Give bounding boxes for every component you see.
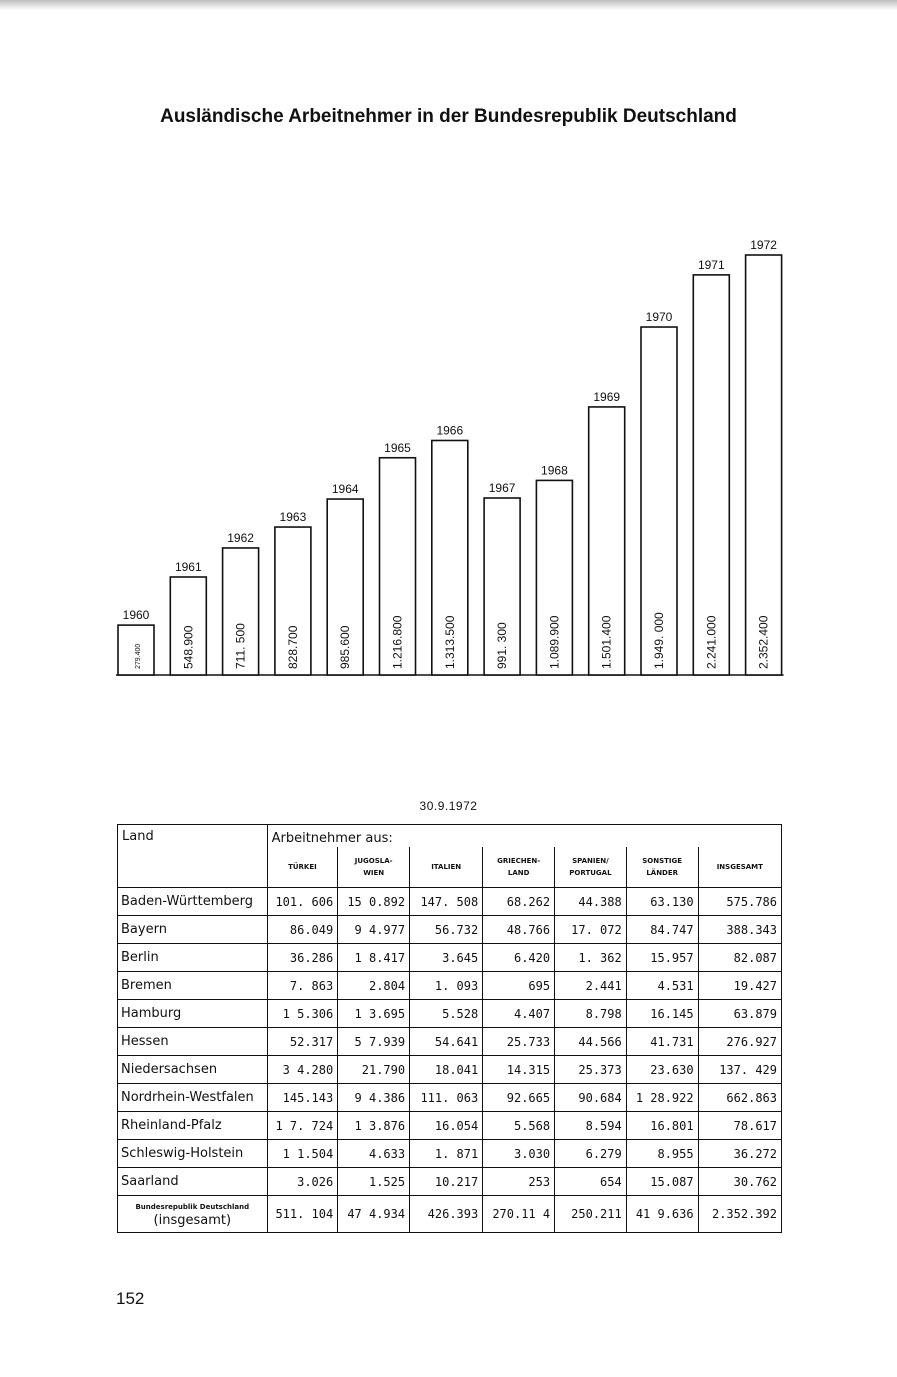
land-name: Saarland — [118, 1168, 268, 1196]
total-label-big: (insgesamt) — [153, 1213, 232, 1228]
header-row — [118, 825, 782, 848]
column-header: JUGOSLA- WIEN — [338, 847, 410, 888]
workers-table — [117, 824, 782, 1233]
total-value-cell: 511. 104 — [267, 1196, 338, 1233]
value-cell: 17. 072 — [555, 916, 627, 944]
value-label-1972: 2.352.400 — [756, 615, 771, 669]
value-cell: 15 0.892 — [338, 888, 410, 916]
value-cell: 1.525 — [338, 1168, 410, 1196]
value-cell: 388.343 — [698, 916, 781, 944]
value-cell: 147. 508 — [410, 888, 483, 916]
year-label-1963: 1963 — [279, 510, 307, 525]
value-cell: 30.762 — [698, 1168, 781, 1196]
group-header: Arbeitnehmer aus: — [267, 825, 781, 848]
value-cell: 137. 429 — [698, 1056, 781, 1084]
column-header: TÜRKEI — [267, 847, 338, 888]
table-row — [118, 1000, 782, 1028]
value-cell: 68.262 — [483, 888, 555, 916]
total-value-cell: 41 9.636 — [626, 1196, 698, 1233]
page-title: Ausländische Arbeitnehmer in der Bundesrepublik Deutschland — [160, 106, 737, 127]
table-row — [118, 972, 782, 1000]
value-label-1962: 711. 500 — [233, 623, 248, 669]
year-label-1971: 1971 — [697, 257, 725, 272]
table-row — [118, 1168, 782, 1196]
year-label-1967: 1967 — [488, 481, 516, 496]
value-cell: 3.026 — [267, 1168, 338, 1196]
land-name: Hessen — [118, 1028, 268, 1056]
value-label-1966: 1.313.500 — [442, 615, 457, 669]
value-cell: 2.441 — [555, 972, 627, 1000]
year-label-1966: 1966 — [436, 423, 464, 438]
value-cell: 44.566 — [555, 1028, 627, 1056]
value-cell: 1. 362 — [555, 944, 627, 972]
column-header: GRIECHEN- LAND — [483, 847, 555, 888]
value-cell: 19.427 — [698, 972, 781, 1000]
value-label-1969: 1.501.400 — [599, 615, 614, 669]
value-cell: 4.531 — [626, 972, 698, 1000]
value-cell: 86.049 — [267, 916, 338, 944]
column-header: INSGESAMT — [698, 847, 781, 888]
year-label-1960: 1960 — [122, 608, 150, 623]
year-label-1965: 1965 — [384, 440, 411, 455]
value-cell: 3.030 — [483, 1140, 555, 1168]
land-name: Hamburg — [118, 1000, 268, 1028]
value-cell: 8.955 — [626, 1140, 698, 1168]
value-cell: 36.272 — [698, 1140, 781, 1168]
total-value-cell: 270.11 4 — [483, 1196, 555, 1233]
value-cell: 18.041 — [410, 1056, 483, 1084]
value-cell: 1 8.417 — [338, 944, 410, 972]
value-cell: 662.863 — [698, 1084, 781, 1112]
total-label-small: Bundesrepublik Deutschland — [135, 1203, 250, 1211]
land-name: Schleswig-Holstein — [118, 1140, 268, 1168]
value-cell: 4.633 — [338, 1140, 410, 1168]
total-label — [118, 1196, 268, 1233]
value-label-1964: 985.600 — [338, 625, 353, 669]
value-cell: 16.054 — [410, 1112, 483, 1140]
value-cell: 9 4.977 — [338, 916, 410, 944]
value-cell: 6.420 — [483, 944, 555, 972]
value-label-1960: 279.400 — [135, 643, 142, 669]
value-cell: 253 — [483, 1168, 555, 1196]
table-row — [118, 944, 782, 972]
year-label-1972: 1972 — [750, 238, 777, 252]
land-name: Nordrhein-Westfalen — [118, 1084, 268, 1112]
land-name: Baden-Württemberg — [118, 888, 268, 916]
value-cell: 92.665 — [483, 1084, 555, 1112]
value-cell: 25.733 — [483, 1028, 555, 1056]
value-cell: 8.594 — [555, 1112, 627, 1140]
value-cell: 1 3.876 — [338, 1112, 410, 1140]
value-cell: 695 — [483, 972, 555, 1000]
value-cell: 23.630 — [626, 1056, 698, 1084]
value-cell: 575.786 — [698, 888, 781, 916]
bar-1972 — [746, 255, 782, 675]
value-cell: 4.407 — [483, 1000, 555, 1028]
value-cell: 9 4.386 — [338, 1084, 410, 1112]
table-row — [118, 1028, 782, 1056]
value-cell: 1. 093 — [410, 972, 483, 1000]
value-cell: 48.766 — [483, 916, 555, 944]
land-header: Land — [118, 825, 268, 888]
value-label-1967: 991. 300 — [495, 622, 510, 669]
table-row — [118, 1084, 782, 1112]
value-cell: 10.217 — [410, 1168, 483, 1196]
value-cell: 1 3.695 — [338, 1000, 410, 1028]
year-label-1970: 1970 — [645, 310, 673, 325]
value-cell: 15.957 — [626, 944, 698, 972]
value-cell: 5.568 — [483, 1112, 555, 1140]
value-cell: 6.279 — [555, 1140, 627, 1168]
value-cell: 2.804 — [338, 972, 410, 1000]
table-date: 30.9.1972 — [419, 799, 478, 813]
value-label-1971: 2.241.000 — [704, 615, 719, 669]
land-name: Bayern — [118, 916, 268, 944]
value-cell: 63.879 — [698, 1000, 781, 1028]
year-label-1961: 1961 — [174, 559, 202, 574]
land-name: Berlin — [118, 944, 268, 972]
land-name: Rheinland-Pfalz — [118, 1112, 268, 1140]
value-cell: 52.317 — [267, 1028, 338, 1056]
year-label-1964: 1964 — [331, 482, 359, 497]
value-label-1965: 1.216.800 — [390, 615, 405, 669]
land-name: Bremen — [118, 972, 268, 1000]
value-cell: 44.388 — [555, 888, 627, 916]
total-value-cell: 2.352.392 — [698, 1196, 781, 1233]
total-value-cell: 47 4.934 — [338, 1196, 410, 1233]
value-cell: 16.145 — [626, 1000, 698, 1028]
value-label-1961: 548.900 — [181, 625, 196, 669]
value-cell: 41.731 — [626, 1028, 698, 1056]
year-label-1969: 1969 — [593, 389, 621, 404]
value-cell: 276.927 — [698, 1028, 781, 1056]
land-name: Niedersachsen — [118, 1056, 268, 1084]
value-cell: 63.130 — [626, 888, 698, 916]
year-label-1962: 1962 — [227, 530, 254, 545]
table-row — [118, 1056, 782, 1084]
value-cell: 54.641 — [410, 1028, 483, 1056]
bar-1971 — [693, 275, 729, 675]
value-cell: 101. 606 — [267, 888, 338, 916]
value-cell: 36.286 — [267, 944, 338, 972]
value-cell: 1 7. 724 — [267, 1112, 338, 1140]
value-cell: 16.801 — [626, 1112, 698, 1140]
column-header: ITALIEN — [410, 847, 483, 888]
value-cell: 1 1.504 — [267, 1140, 338, 1168]
table-row — [118, 1112, 782, 1140]
value-cell: 1 5.306 — [267, 1000, 338, 1028]
value-label-1970: 1.949. 000 — [652, 612, 666, 669]
value-cell: 21.790 — [338, 1056, 410, 1084]
value-cell: 8.798 — [555, 1000, 627, 1028]
value-cell: 3.645 — [410, 944, 483, 972]
total-value-cell: 250.211 — [555, 1196, 627, 1233]
total-row — [118, 1196, 782, 1233]
value-cell: 5 7.939 — [338, 1028, 410, 1056]
column-header: SPANIEN/ PORTUGAL — [555, 847, 627, 888]
value-cell: 56.732 — [410, 916, 483, 944]
value-cell: 111. 063 — [410, 1084, 483, 1112]
value-cell: 14.315 — [483, 1056, 555, 1084]
value-cell: 1 28.922 — [626, 1084, 698, 1112]
value-cell: 78.617 — [698, 1112, 781, 1140]
total-value-cell: 426.393 — [410, 1196, 483, 1233]
value-label-1968: 1.089.900 — [547, 615, 562, 669]
value-cell: 3 4.280 — [267, 1056, 338, 1084]
value-cell: 5.528 — [410, 1000, 483, 1028]
value-cell: 90.684 — [555, 1084, 627, 1112]
table-row — [118, 1140, 782, 1168]
year-label-1968: 1968 — [541, 463, 568, 478]
value-cell: 84.747 — [626, 916, 698, 944]
table-row — [118, 916, 782, 944]
value-cell: 15.087 — [626, 1168, 698, 1196]
value-cell: 82.087 — [698, 944, 781, 972]
value-cell: 7. 863 — [267, 972, 338, 1000]
value-cell: 25.373 — [555, 1056, 627, 1084]
value-cell: 654 — [555, 1168, 627, 1196]
value-cell: 1. 871 — [410, 1140, 483, 1168]
value-cell: 145.143 — [267, 1084, 338, 1112]
page-number: 152 — [116, 1289, 145, 1308]
column-header: SONSTIGE LÄNDER — [626, 847, 698, 888]
table-row — [118, 888, 782, 916]
value-label-1963: 828.700 — [285, 625, 300, 669]
